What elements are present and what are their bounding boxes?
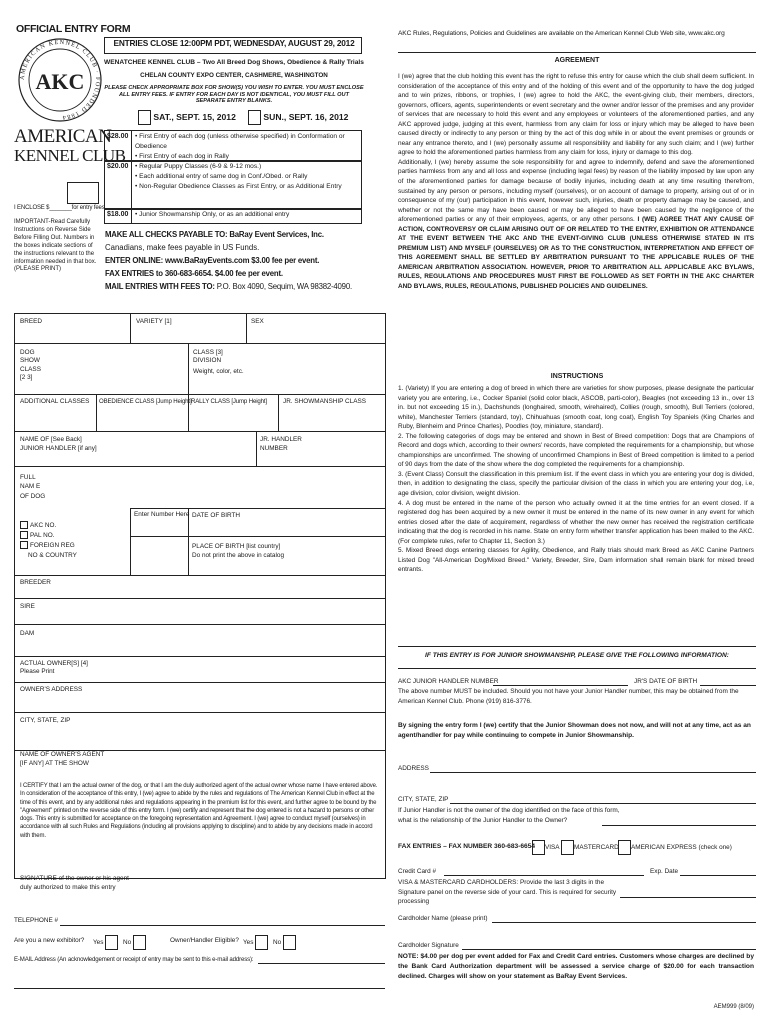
address-input[interactable] xyxy=(430,772,756,773)
fee-row xyxy=(104,160,362,210)
enclose-label: I ENCLOSE $_______for entry fees xyxy=(14,205,105,211)
important-note: IMPORTANT-Read Carefully Instructions on Reverse Side Before Filling Out. Numbers in the boxes indicate sections of the instructions relevant to the information needed in that box. (PLEASE PRINT) xyxy=(14,219,97,273)
akc-seal-logo xyxy=(17,37,103,123)
place-of-birth-label: PLACE OF BIRTH [list country] Do not print the above in catalog xyxy=(192,543,285,559)
class-division-label: CLASS [3] DIVISION Weight, color, etc. xyxy=(193,349,244,375)
junior-handler-name-label: NAME OF [See Back] JUNIOR HANDLER [if any] xyxy=(20,436,97,452)
full-name-label: FULL NAM E OF DOG xyxy=(20,474,46,500)
entry-form-right xyxy=(398,0,756,1024)
cardholder-name-input[interactable] xyxy=(492,922,756,923)
agreement-body xyxy=(398,72,754,292)
email-label: E-MAIL Address (An acknowledgement or receipt of entry may be sent to this e-mail address): xyxy=(14,956,254,963)
owner-handler-yes[interactable]: Yes xyxy=(243,935,268,950)
address-label: ADDRESS xyxy=(398,765,429,772)
certify-text: I CERTIFY that I am the actual owner of the dog, or that I am the duly authorized agent of the actual owner whose name I have entered above. In consideration of the acceptance of this entry, I (we) agree to abide by the rules and regulations of The American Kennel Club in effect at the time of this event, and by any additional rules and regulations appearing in the premium list for this event, and further agree to be bound by the "Agreement" printed on the reverse side of this entry form. I (we) certify and represent that the dog entered is not a hazard to persons or other dogs. This entry is submitted for acceptance on the foregoing representation and Agreement. I (we) agree to conduct myself (ourselves) in accordance with all such Rules and Regulations (including all provisions applying to discipline) and to abide by any decisions made in accord with them. xyxy=(20,783,378,839)
fax-entries-label: FAX ENTRIES – FAX NUMBER 360-683-6654 xyxy=(398,843,536,850)
rally-class-label: RALLY CLASS [Jump Height] xyxy=(191,398,267,405)
email-input-line2[interactable] xyxy=(14,988,385,989)
cardholder-name-label: Cardholder Name (please print) xyxy=(398,915,488,922)
city-state-zip-input[interactable] xyxy=(450,803,756,804)
email-input[interactable] xyxy=(258,963,385,964)
enclose-fee-box[interactable] xyxy=(67,182,99,204)
fax-entries: FAX ENTRIES to 360-683-6654. $4.00 fee per event. xyxy=(105,269,283,278)
visa-option[interactable]: VISA xyxy=(532,840,560,855)
sun-label: SUN., SEPT. 16, 2012 xyxy=(263,111,349,122)
breed-label: BREED xyxy=(20,318,43,325)
logo-word-american: AMERICAN xyxy=(14,126,112,147)
jr-class-label: JR. SHOWMANSHIP CLASS xyxy=(283,398,366,405)
telephone-input[interactable] xyxy=(60,925,385,926)
owner-handler-label: Owner/Handler Eligible? xyxy=(170,937,239,944)
fee-description: • Junior Showmanship Only, or as an additional entry xyxy=(135,211,290,218)
seal-center-text: AKC xyxy=(35,69,85,94)
cardholder-signature-input[interactable] xyxy=(462,949,756,950)
credit-card-label: Credit Card # xyxy=(398,868,437,875)
sire-label: SIRE xyxy=(20,603,35,610)
mail-label: MAIL ENTRIES WITH FEES TO: xyxy=(105,282,215,291)
telephone-label: TELEPHONE # xyxy=(14,917,59,924)
instruction-item: 2. The following categories of dogs may be entered and shown in Best of Breed competition: Dogs that are Champions of Record and dogs which, according to their owners' records, have completed the requirements for a championship, but whose championships are unconfirmed. The showing of unconfirmed Champions in Best of Breed competition is limited to a period of 90 days from the date of the show where the dog completed the requirements for a championship. xyxy=(398,432,754,469)
owners-label: ACTUAL OWNER[S] [4] Please Print xyxy=(20,660,88,676)
breeder-label: BREEDER xyxy=(20,579,51,586)
security-digits-input[interactable] xyxy=(620,897,756,898)
cardholder-signature-label: Cardholder Signature xyxy=(398,942,459,949)
fee-amount: $28.00 xyxy=(105,131,132,161)
club-name: WENATCHEE KENNEL CLUB – Two All Breed Dog Shows, Obedience & Rally Trials xyxy=(104,59,364,66)
reg-type-options: AKC NO. PAL NO. FOREIGN REG NO & COUNTRY xyxy=(20,521,77,561)
payable-to: MAKE ALL CHECKS PAYABLE TO: BaRay Event Services, Inc. xyxy=(105,230,324,239)
credit-card-input[interactable] xyxy=(444,875,644,876)
instruction-item: 5. Mixed Breed dogs entering classes for Agility, Obedience, and Rally trials should mark Breed as AKC Canine Partners Listed Dog "All-American Dog/Mixed Breed." Variety, Breeder, Sire, Dam information shall remain blank for mixed breed entrants. xyxy=(398,547,754,574)
show-day-sun[interactable] xyxy=(248,110,348,125)
instruction-item: 4. A dog must be entered in the name of the person who actually owned it at the time entries for an event closed. If a registered dog has been acquired by a new owner it must be entered in the name of its new owner in any event for which entries closed after the date of acquirement, regardless of whether the new owner has received the registration certificate indicating that the dog is recorded in his name. State on entry form whether transfer application has been mailed to the AKC. (For complete rules, refer to Chapter 11, Section 3.) xyxy=(398,499,754,545)
fee-row xyxy=(104,208,362,224)
fee-row xyxy=(104,130,362,162)
form-title: OFFICIAL ENTRY FORM xyxy=(16,23,131,35)
not-owner-note: If Junior Handler is not the owner of the dog identified on the face of this form, what is the relationship of the Junior Handler to the Owner? xyxy=(398,807,620,824)
logo-word-kennel-club: KENNEL CLUB xyxy=(14,146,126,165)
agent-label: NAME OF OWNER'S AGENT [IF ANY] AT THE SHOW xyxy=(20,751,105,768)
new-exhibitor-row xyxy=(14,937,84,945)
new-exhibitor-no[interactable]: No xyxy=(123,935,146,950)
akc-junior-number-input[interactable] xyxy=(493,685,628,686)
fee-amount: $18.00 xyxy=(105,209,132,223)
instruction-item: 3. (Event Class) Consult the classification in this premium list. If the event class in which you are entering your dog is divided, then, in addition to designating the class, specify the particular division of the class in which you are entering your dog, i.e, age division, color division, weight division. xyxy=(398,470,755,498)
rules-header: AKC Rules, Regulations, Policies and Guidelines are available on the American Kennel Club Web site, www.akc.org xyxy=(398,30,725,37)
fee-amount: $20.00 xyxy=(105,161,132,209)
mail-address: P.O. Box 4090, Sequim, WA 98382-4090. xyxy=(216,282,352,291)
instruction-item: 1. (Variety) If you are entering a dog of breed in which there are varieties for show purposes, please designate the particular variety you are entering, i.e., Cocker Spaniel (solid color black, ASCOB, parti-color), Beagles (not exceeding 13 in., over 13 in. but not exceeding 15 in.), Dachshunds (longhaired, smooth, wirehaired), Collies (rough, smooth), Bull Terriers (colored, white), Manchester Terriers (standard, toy), Chihuahuas (smooth coat, long coat), English Toy Spaniels (King Charles and Ruby, Blenheim and Prince Charles), Poodles (toy, miniature, standard). xyxy=(398,385,754,431)
venue: CHELAN COUNTY EXPO CENTER, CASHMERE, WASHINGTON xyxy=(140,72,328,79)
instructions-list xyxy=(398,384,754,575)
new-exhibitor-yes[interactable]: Yes xyxy=(93,935,118,950)
cardholders-note: VISA & MASTERCARD CARDHOLDERS: Provide the last 3 digits in the Signature panel on the reverse side of your card. This is required for security processing xyxy=(398,879,617,906)
enter-online: ENTER ONLINE: www.BaRayEvents.com $3.00 fee per event. xyxy=(105,256,320,265)
sat-label: SAT., SEPT. 15, 2012 xyxy=(153,111,236,122)
fee-description: • First Entry of each dog (unless otherwise specified) in Conformation or Obedience • First Entry of each dog in Rally xyxy=(135,133,345,161)
additional-classes-label: ADDITIONAL CLASSES xyxy=(20,398,90,405)
jr-dob-input[interactable] xyxy=(700,685,756,686)
seal-ring-text: AMERICAN KENNEL CLUB · FOUNDED 1884 xyxy=(18,38,102,122)
sex-label: SEX xyxy=(251,318,264,325)
akc-junior-number-label: AKC JUNIOR HANDLER NUMBER xyxy=(398,678,499,685)
dam-label: DAM xyxy=(20,630,35,637)
variety-label: VARIETY [1] xyxy=(136,318,172,325)
exp-date-input[interactable] xyxy=(680,875,756,876)
enter-number-label: Enter Number Here xyxy=(134,511,190,518)
exp-date-label: Exp. Date xyxy=(650,868,679,875)
owner-handler-no[interactable]: No xyxy=(273,935,296,950)
owners-address-label: OWNER'S ADDRESS xyxy=(20,686,83,693)
show-day-sat[interactable] xyxy=(138,110,236,125)
jr-dob-label: JR'S DATE OF BIRTH xyxy=(634,678,698,685)
canadians-note: Canadians, make fees payable in US Funds. xyxy=(105,243,260,252)
amex-option[interactable]: AMERICAN EXPRESS (check one) xyxy=(618,840,732,855)
sat-checkbox[interactable] xyxy=(138,110,151,125)
certify-junior: By signing the entry form I (we) certify that the Junior Showman does not now, and will not at any time, act as an agent/handler for pay while continuing to compete in Junior Showmanship. xyxy=(398,722,751,739)
city-state-zip-label: CITY, STATE, ZIP xyxy=(20,717,71,724)
city-state-zip-label-right: CITY, STATE, ZIP xyxy=(398,796,449,803)
relationship-input[interactable] xyxy=(602,825,756,826)
pal-no-option[interactable]: PAL NO. xyxy=(20,531,77,541)
mastercard-option[interactable]: MASTERCARD xyxy=(561,840,619,855)
dog-show-class-label: DOG SHOW CLASS [2 3] xyxy=(20,349,41,381)
obedience-class-label: OBEDIENCE CLASS [Jump Height] xyxy=(99,398,192,405)
mail-entries xyxy=(105,282,352,291)
fee-description: • Regular Puppy Classes (6-9 & 9-12 mos.) • Each additional entry of same dog in Conf./Obed. or Rally • Non-Regular Obedience Classes as First Entry, or as Additional Entry xyxy=(135,163,342,191)
sun-checkbox[interactable] xyxy=(248,110,261,125)
agreement-title: AGREEMENT xyxy=(554,57,600,64)
form-code: AEM999 (8/09) xyxy=(713,1004,754,1010)
date-of-birth-label: DATE OF BIRTH xyxy=(192,512,241,519)
agreement-p1: I (we) agree that the club holding this event has the right to refuse this entry for cause which the club shall deem sufficient. In consideration of the acceptance of this entry and of the holding of this event and of the opportunity to have the dog judged and to win prizes, ribbons, or trophies, I (we) agree to hold the AKC, the event-giving club, their members, directors, governors, officers, agents, superintendents or event secretary and the owner and/or lessor of the premises and any provider of services that are necessary to hold this event and any employees or volunteers of the aforementioned parties, and any AKC approved judge, judging at this event, harmless from any claim for loss or injury which may be alleged to have been caused directly or indirectly to any person or thing by the act of this dog while in or about the event premises or grounds or near any entrance thereto, and I (we) personally assume all responsibility and liability for any such claim; and I (we) further agree to hold the aforementioned parties harmless from any claim for loss, injury or damage to this dog. xyxy=(398,73,754,157)
akc-no-option[interactable]: AKC NO. xyxy=(20,521,77,531)
entries-close-text: ENTRIES CLOSE 12:00PM PDT, WEDNESDAY, AUGUST 29, 2012 xyxy=(113,38,355,48)
fee-note: NOTE: $4.00 per dog per event added for Fax and Credit Card entries. Customers whose charges are declined by the Bank Card Authorization department will be assessed a service charge of $20.00 for each transaction declined. Charges will show on your statement as BaRay Event Services. xyxy=(398,953,754,980)
foreign-reg-option[interactable]: FOREIGN REG xyxy=(20,541,77,551)
junior-heading: IF THIS ENTRY IS FOR JUNIOR SHOWMANSHIP, PLEASE GIVE THE FOLLOWING INFORMATION: xyxy=(425,652,729,659)
agreement-p2: Additionally, I (we) hereby assume the sole responsibility for and agree to indemnify, defend and save the aforementioned parties harmless from any and all loss and expense (including legal fees) by reason of the liability imposed by law upon any of the aforementioned parties for damage because of bodily injuries, including death at any time resulting therefrom, sustained by any person or persons, including myself (ourselves), or on account of damage to property, arising out of or in consequence of my (our) participation in this event, however such, injuries, death or property damage may be caused, and whether or not the same may have been caused or may be alleged to have been caused by the negligence of the aforementioned parties or any of their employees, agents, or any other persons. I (WE) AGREE THAT ANY CAUSE OF ACTION, CONTROVERSY OR CLAIM ARISING OUT OF OR RELATED TO THE ENTRY, EXHIBITION OR ATTENDANCE AT THE EVENT BETWEEN THE AKC AND THE EVENT-GIVING CLUB (UNLESS OTHERWISE STATED IN ITS PREMIUM LIST) AND MYSELF (OURSELVES) OR AS TO THE CONSTRUCTION, INTERPRETATION AND EFFECT OF THIS AGREEMENT SHALL BE SETTLED BY ARBITRATION PURSUANT TO THE APPLICABLE RULES OF THE AMERICAN ARBITRATION ASSOCIATION. HOWEVER, PRIOR TO ARBITRATION ALL APPLICABLE AKC BYLAWS, RULES, REGULATIONS AND PROCEDURES MUST FIRST BE FOLLOWED AS SET FORTH IN THE AKC CHARTER AND BYLAWS, RULES, REGULATIONS, PUBLISHED POLICIES AND GUIDELINES. xyxy=(398,158,755,291)
instructions-title: INSTRUCTIONS xyxy=(550,373,604,380)
number-note: The above number MUST be included. Should you not have your Junior Handler number, this may be obtained from the American Kennel Club. Phone (919) 816-3776. xyxy=(398,688,739,705)
new-exhibitor-label: Are you a new exhibitor? xyxy=(14,937,85,944)
signature-label: SIGNATURE of the owner or his agent duly authorized to make this entry xyxy=(20,875,129,892)
check-note: PLEASE CHECK APPROPRIATE BOX FOR SHOW(S) YOU WISH TO ENTER. YOU MUST ENCLOSE ALL ENTRY FEES. IF ENTRY FOR EACH DAY IS NOT IDENTICAL, YOU MUST FILL OUT SEPARATE ENTRY BLANKS. xyxy=(104,85,364,105)
junior-handler-number-label: JR. HANDLER NUMBER xyxy=(260,436,302,452)
